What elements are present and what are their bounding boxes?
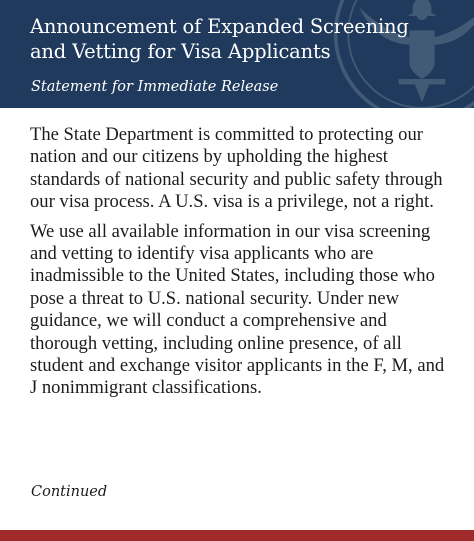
header-banner xyxy=(0,0,474,108)
page-title: Announcement of Expanded Screening and Vetting for Visa Applicants xyxy=(30,15,409,63)
paragraph-2: We use all available information in our visa screening and vetting to identify visa applicants who are inadmissible to the United States, including those who pose a threat to U.S. national security. Under new guidance, we will conduct a comprehensive and thorough vetting, including online presence, of all student and exchange visitor applicants in the F, M, and J nonimmigrant classifications. xyxy=(30,220,445,399)
paragraph-1: The State Department is committed to protecting our nation and our citizens by upholding the highest standards of national security and public safety through our visa process. A U.S. visa is a privilege, not a right. xyxy=(30,124,443,213)
statement-body xyxy=(30,124,445,400)
bottom-accent-bar xyxy=(0,530,474,541)
continued-label: Continued xyxy=(31,484,108,500)
page-subtitle: Statement for Immediate Release xyxy=(31,79,279,95)
